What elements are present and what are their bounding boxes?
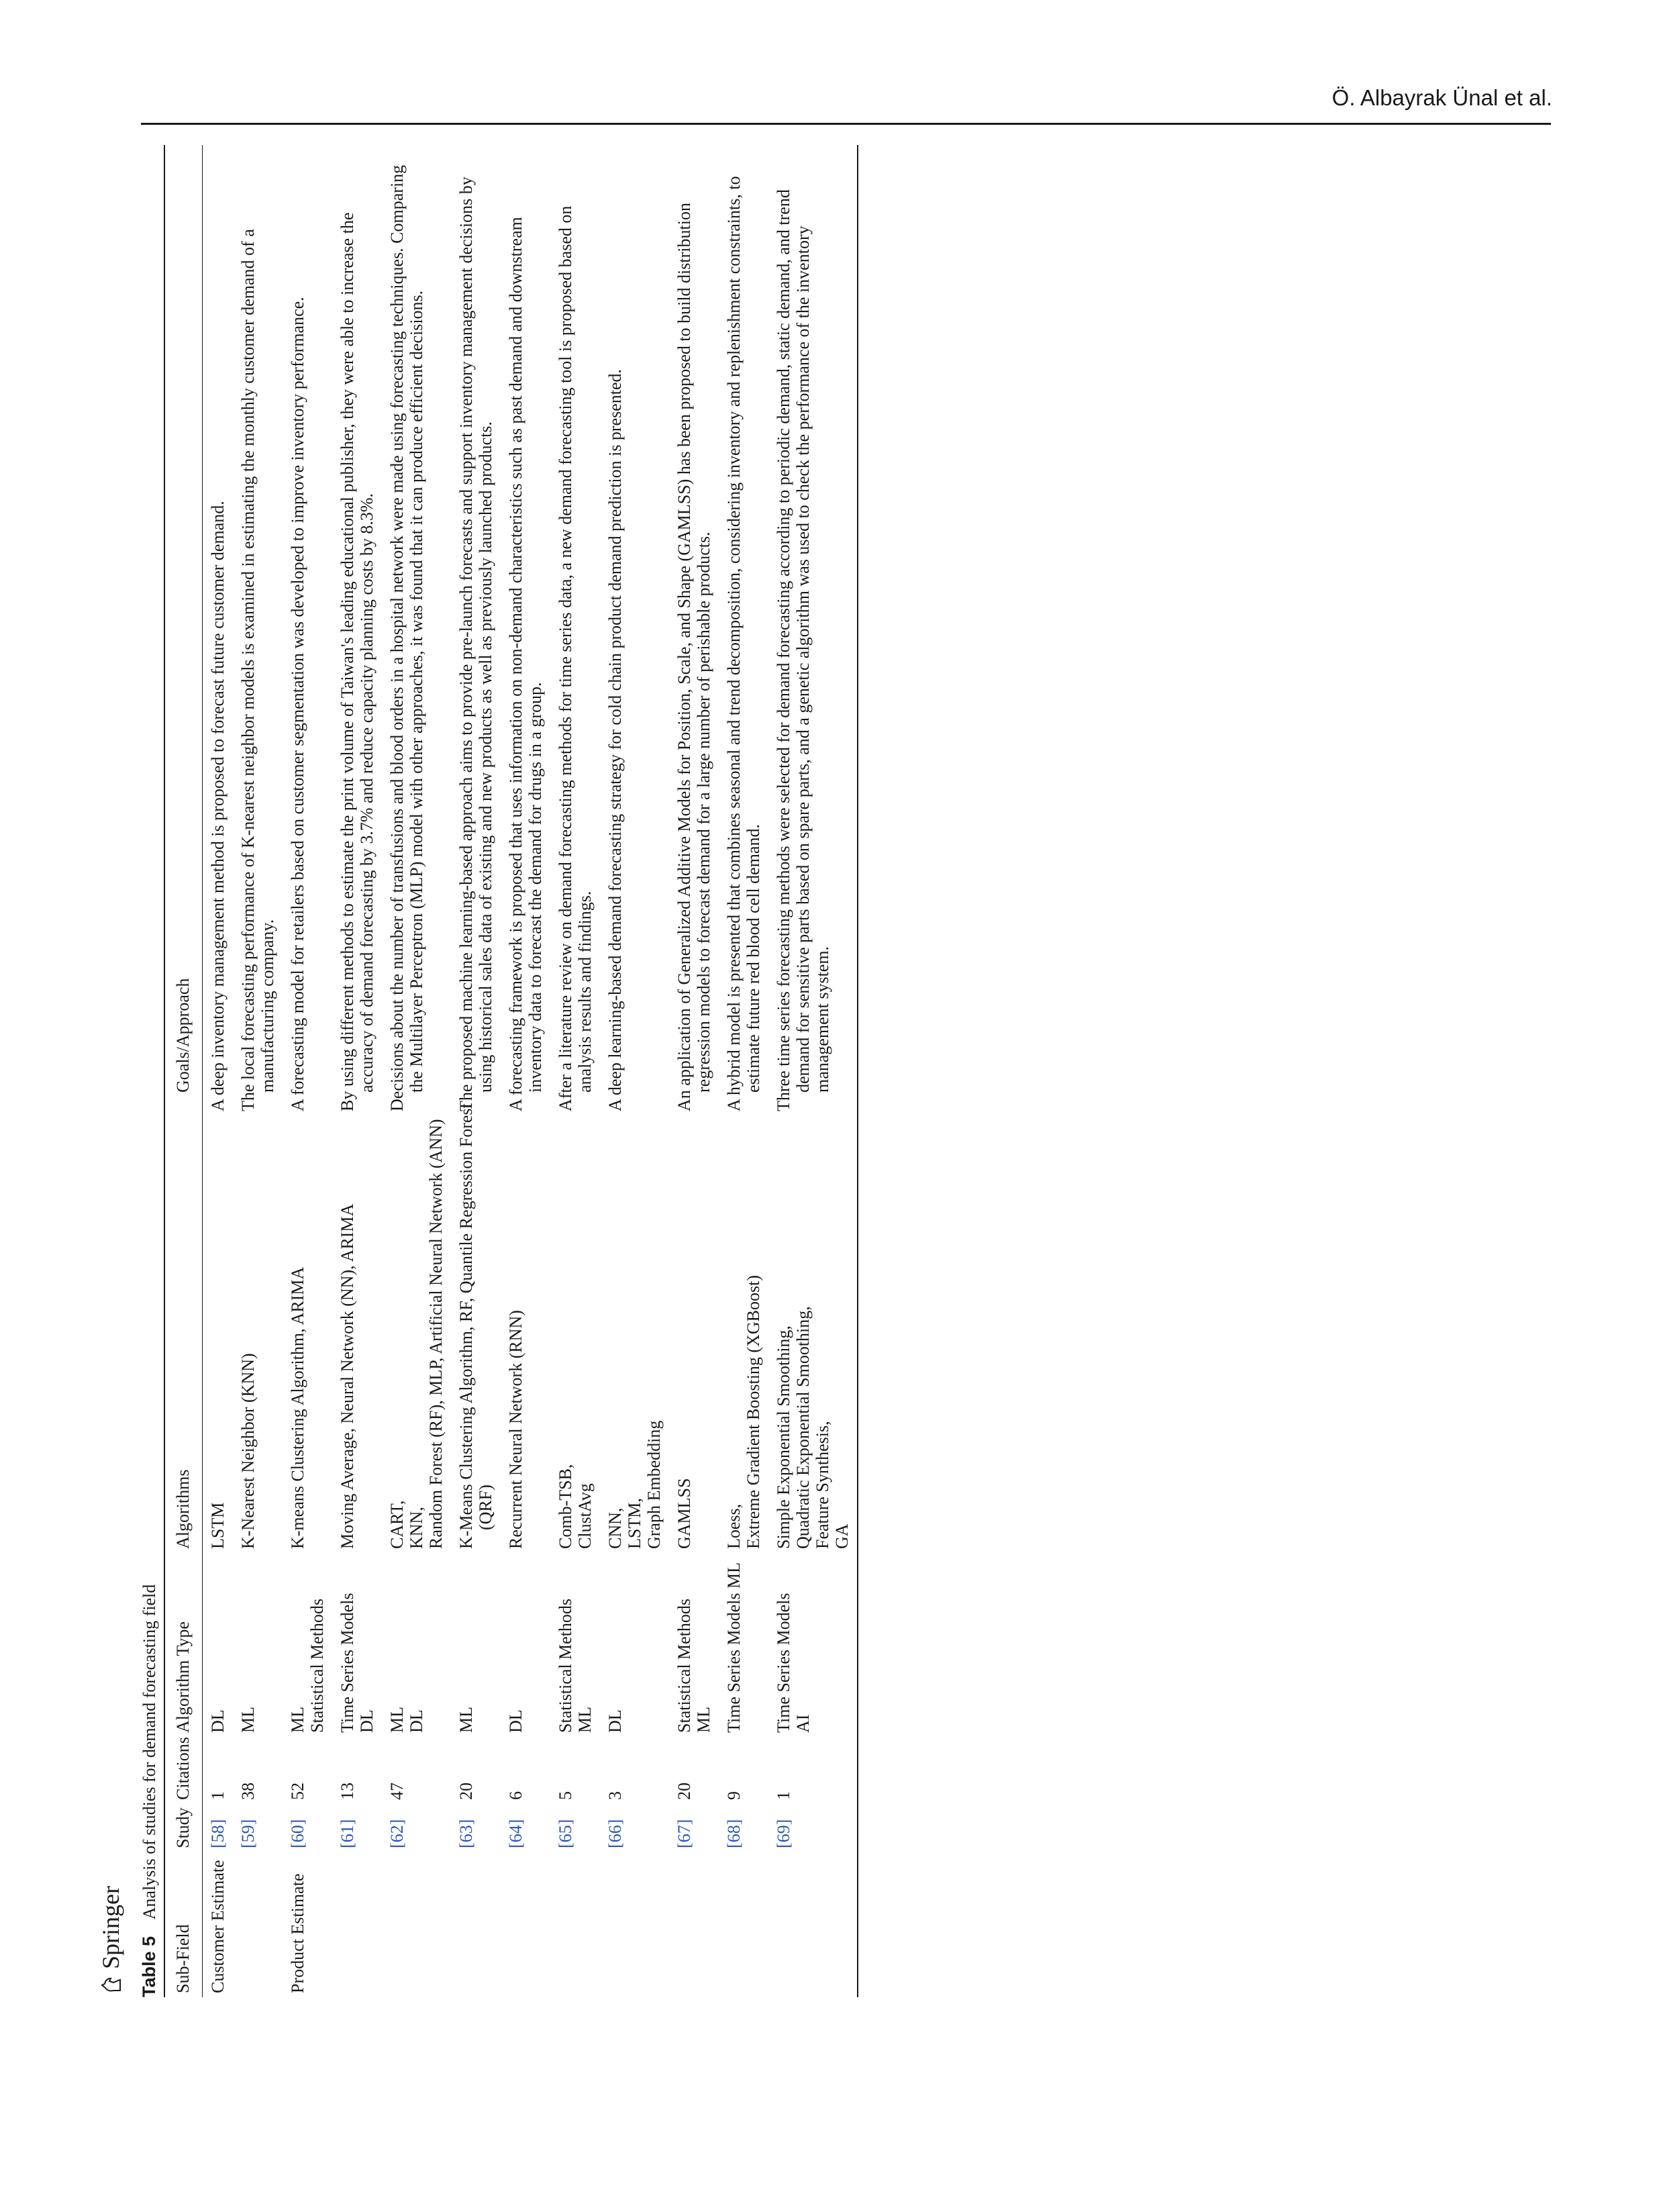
study-reference-link[interactable]: [68] bbox=[724, 1819, 744, 1848]
cell-study bbox=[501, 1804, 550, 1852]
algorithm-line: K-Nearest Neighbor (KNN) bbox=[238, 1353, 258, 1549]
algorithm-line: Quadratic Exponential Smoothing, bbox=[793, 1306, 813, 1549]
cell-study bbox=[283, 1804, 332, 1852]
algorithm-type-line: Time Series Models bbox=[774, 1593, 793, 1733]
table-row bbox=[283, 145, 332, 1997]
algorithm-line: K-Means Clustering Algorithm, RF, Quantile Regression Forest (QRF) bbox=[456, 1103, 495, 1549]
study-reference-link[interactable]: [58] bbox=[208, 1819, 228, 1848]
algorithm-line: LSTM bbox=[208, 1502, 228, 1549]
algorithm-type-line: Statistical Methods bbox=[556, 1598, 575, 1733]
algorithm-type-line: ML bbox=[456, 1707, 476, 1733]
table-row bbox=[203, 145, 234, 1997]
cell-goals: A deep inventory management method is proposed to forecast future customer demand. bbox=[208, 501, 228, 1111]
cell-subfield bbox=[501, 1852, 550, 1997]
algorithm-line: Feature Synthesis, bbox=[813, 1421, 832, 1549]
algorithm-type-line: DL bbox=[407, 1709, 426, 1733]
cell-algorithm-type bbox=[233, 1553, 283, 1737]
cell-algorithm-type bbox=[669, 1553, 719, 1737]
cell-subfield bbox=[233, 1852, 283, 1997]
cell-algorithms bbox=[600, 1097, 669, 1553]
study-reference-link[interactable]: [64] bbox=[506, 1819, 525, 1848]
header-rule bbox=[141, 123, 1551, 125]
cell-citations: 20 bbox=[456, 1782, 476, 1800]
table-row bbox=[768, 145, 858, 1997]
cell-goals: A hybrid model is presented that combines seasonal and trend decomposition, considering inventory and replenishment constraints, to estimate future red blood cell demand. bbox=[724, 176, 763, 1111]
algorithm-type-line: ML bbox=[288, 1707, 307, 1733]
page-header: Ö. Albayrak Ünal et al. bbox=[1331, 85, 1552, 110]
cell-goals: The proposed machine learning-based approach aims to provide pre-launch forecasts and support inventory management decisions by using historical sales data of existing and new products as well as previously launched products. bbox=[456, 177, 495, 1111]
cell-citations: 5 bbox=[556, 1791, 575, 1800]
cell-algorithms bbox=[550, 1097, 600, 1553]
algorithm-type-line: AI bbox=[793, 1714, 813, 1733]
study-reference-link[interactable]: [63] bbox=[456, 1819, 476, 1848]
algorithm-line: Loess, bbox=[724, 1503, 744, 1549]
table-row bbox=[501, 145, 550, 1997]
algorithm-type-line: Statistical Methods bbox=[674, 1598, 694, 1733]
springer-horse-icon bbox=[100, 1974, 121, 1995]
algorithm-type-line: Time Series Models ML bbox=[724, 1562, 744, 1733]
table-row bbox=[451, 145, 501, 1997]
cell-goals: A deep learning-based demand forecasting strategy for cold chain product demand prediction is presented. bbox=[605, 368, 625, 1111]
study-reference-link[interactable]: [60] bbox=[288, 1819, 307, 1848]
cell-citations: 1 bbox=[774, 1791, 793, 1800]
cell-subfield: Product Estimate bbox=[288, 1873, 307, 1993]
study-reference-link[interactable]: [69] bbox=[774, 1819, 793, 1848]
algorithm-type-line: ML bbox=[575, 1707, 595, 1733]
algorithm-line: KNN, bbox=[407, 1507, 426, 1549]
cell-subfield bbox=[332, 1852, 382, 1997]
cell-study bbox=[768, 1804, 858, 1852]
algorithm-type-line: DL bbox=[605, 1709, 625, 1733]
cell-subfield: Customer Estimate bbox=[208, 1860, 228, 1993]
cell-algorithms bbox=[768, 1097, 858, 1553]
algorithm-line: Recurrent Neural Network (RNN) bbox=[506, 1310, 525, 1549]
cell-algorithm-type bbox=[768, 1553, 858, 1737]
cell-algorithms bbox=[501, 1097, 550, 1553]
cell-algorithm-type bbox=[501, 1553, 550, 1737]
cell-goals: The local forecasting performance of K-nearest neighbor models is examined in estimating the monthly customer demand of a manufacturing company. bbox=[238, 229, 277, 1111]
cell-goals: An application of Generalized Additive Models for Position, Scale, and Shape (GAMLSS) has been proposed to build distribution regression models to forecast demand for a large number of perishable products. bbox=[674, 203, 713, 1111]
study-reference-link[interactable]: [59] bbox=[238, 1819, 258, 1848]
algorithm-line: K-means Clustering Algorithm, ARIMA bbox=[288, 1266, 307, 1549]
cell-citations: 1 bbox=[208, 1791, 228, 1800]
table-row bbox=[332, 145, 382, 1997]
algorithm-line: CART, bbox=[387, 1500, 407, 1549]
cell-citations: 3 bbox=[605, 1791, 625, 1800]
cell-algorithms bbox=[451, 1097, 501, 1553]
cell-algorithm-type bbox=[600, 1553, 669, 1737]
algorithm-line: LSTM, bbox=[625, 1498, 644, 1549]
cell-study bbox=[719, 1804, 768, 1852]
algorithm-line: CNN, bbox=[605, 1507, 625, 1549]
table-row bbox=[233, 145, 283, 1997]
cell-algorithm-type bbox=[283, 1553, 332, 1737]
table-row bbox=[600, 145, 669, 1997]
header-goals: Goals/Approach bbox=[173, 978, 193, 1093]
cell-citations: 9 bbox=[724, 1791, 744, 1800]
header-algorithms: Algorithms bbox=[173, 1469, 193, 1549]
header-study: Study bbox=[173, 1807, 193, 1848]
cell-subfield bbox=[719, 1852, 768, 1997]
algorithm-line: Extreme Gradient Boosting (XGBoost) bbox=[744, 1275, 763, 1549]
table-row bbox=[550, 145, 600, 1997]
cell-algorithms bbox=[382, 1097, 451, 1553]
cell-subfield bbox=[451, 1852, 501, 1997]
cell-citations: 20 bbox=[674, 1782, 694, 1800]
algorithm-line: GA bbox=[832, 1523, 852, 1549]
publisher-mark bbox=[99, 1840, 122, 1995]
study-reference-link[interactable]: [67] bbox=[674, 1819, 694, 1848]
cell-citations: 13 bbox=[338, 1782, 357, 1800]
cell-algorithms bbox=[719, 1097, 768, 1553]
cell-algorithms bbox=[283, 1097, 332, 1553]
cell-algorithms bbox=[203, 1097, 234, 1553]
cell-algorithms bbox=[669, 1097, 719, 1553]
cell-citations: 6 bbox=[506, 1791, 525, 1800]
algorithm-line: Random Forest (RF), MLP, Artificial Neural Network (ANN) bbox=[426, 1119, 446, 1549]
publisher-name: Springer bbox=[97, 1886, 124, 1969]
cell-study bbox=[233, 1804, 283, 1852]
cell-subfield bbox=[768, 1852, 858, 1997]
study-reference-link[interactable]: [61] bbox=[338, 1819, 357, 1848]
cell-study bbox=[451, 1804, 501, 1852]
cell-goals: A forecasting framework is proposed that uses information on non-demand characteristics such as past demand and downstream inventory data to forecast the demand for drugs in a group. bbox=[506, 217, 545, 1111]
table-title: Analysis of studies for demand forecasting field bbox=[140, 1584, 159, 1920]
cell-subfield bbox=[382, 1852, 451, 1997]
cell-study bbox=[600, 1804, 669, 1852]
algorithm-type-line: ML bbox=[387, 1707, 407, 1733]
cell-algorithm-type bbox=[332, 1553, 382, 1737]
cell-algorithm-type bbox=[451, 1553, 501, 1737]
cell-goals: Three time series forecasting methods were selected for demand forecasting according to periodic demand, static demand, and trend demand for sensitive parts based on spare parts, and a genetic algorithm was used to check the performance of the inventory management system. bbox=[774, 189, 832, 1111]
cell-study bbox=[550, 1804, 600, 1852]
cell-algorithms bbox=[332, 1097, 382, 1553]
cell-subfield bbox=[669, 1852, 719, 1997]
cell-algorithm-type bbox=[203, 1553, 234, 1737]
cell-study bbox=[332, 1804, 382, 1852]
cell-goals: Decisions about the number of transfusions and blood orders in a hospital network were made using forecasting techniques. Comparing the Multilayer Perceptron (MLP) model with other approaches, it was found that it can produce efficient decisions. bbox=[387, 164, 426, 1111]
cell-goals: By using different methods to estimate the print volume of Taiwan's leading educational publisher, they were able to increase the accuracy of demand forecasting by 3.7% and reduce capacity planning costs by 8.3%. bbox=[338, 212, 376, 1111]
algorithm-type-line: ML bbox=[238, 1707, 258, 1733]
study-reference-link[interactable]: [66] bbox=[605, 1819, 625, 1848]
cell-algorithms bbox=[233, 1097, 283, 1553]
algorithm-type-line: Statistical Methods bbox=[307, 1598, 327, 1733]
algorithm-type-line: Time Series Models bbox=[338, 1593, 357, 1733]
cell-algorithm-type bbox=[719, 1553, 768, 1737]
studies-table bbox=[164, 145, 858, 1997]
algorithm-line: Comb-TSB, bbox=[556, 1464, 575, 1549]
cell-citations: 38 bbox=[238, 1782, 258, 1800]
rotated-table-panel bbox=[137, 145, 1352, 1997]
table-row bbox=[719, 145, 768, 1997]
cell-goals: A forecasting model for retailers based on customer segmentation was developed to improve inventory performance. bbox=[288, 297, 307, 1111]
header-subfield: Sub-Field bbox=[173, 1924, 193, 1993]
study-reference-link[interactable]: [62] bbox=[387, 1819, 407, 1848]
header-algorithm-type: Algorithm Type bbox=[173, 1621, 193, 1733]
algorithm-type-line: DL bbox=[357, 1709, 376, 1733]
cell-citations: 52 bbox=[288, 1782, 307, 1800]
study-reference-link[interactable]: [65] bbox=[556, 1819, 575, 1848]
cell-goals: After a literature review on demand forecasting methods for time series data, a new demand forecasting tool is proposed based on analysis results and findings. bbox=[556, 205, 595, 1111]
algorithm-type-line: ML bbox=[694, 1707, 713, 1733]
algorithm-line: ClustAvg bbox=[575, 1483, 595, 1549]
cell-study bbox=[203, 1804, 234, 1852]
algorithm-type-line: DL bbox=[208, 1709, 228, 1733]
table-header-row bbox=[164, 145, 203, 1997]
algorithm-line: Simple Exponential Smoothing, bbox=[774, 1325, 793, 1549]
algorithm-type-line: DL bbox=[506, 1709, 525, 1733]
cell-subfield bbox=[550, 1852, 600, 1997]
cell-citations: 47 bbox=[387, 1782, 407, 1800]
table-row bbox=[669, 145, 719, 1997]
cell-study bbox=[669, 1804, 719, 1852]
algorithm-line: GAMLSS bbox=[674, 1478, 694, 1549]
cell-algorithm-type bbox=[382, 1553, 451, 1737]
table-row bbox=[382, 145, 451, 1997]
algorithm-line: Graph Embedding bbox=[644, 1420, 664, 1549]
table-label: Table 5 bbox=[139, 1936, 159, 1997]
cell-subfield bbox=[600, 1852, 669, 1997]
algorithm-line: Moving Average, Neural Network (NN), ARIMA bbox=[338, 1203, 357, 1549]
header-citations: Citations bbox=[173, 1737, 193, 1800]
table-caption bbox=[137, 1585, 161, 1997]
cell-study bbox=[382, 1804, 451, 1852]
cell-algorithm-type bbox=[550, 1553, 600, 1737]
